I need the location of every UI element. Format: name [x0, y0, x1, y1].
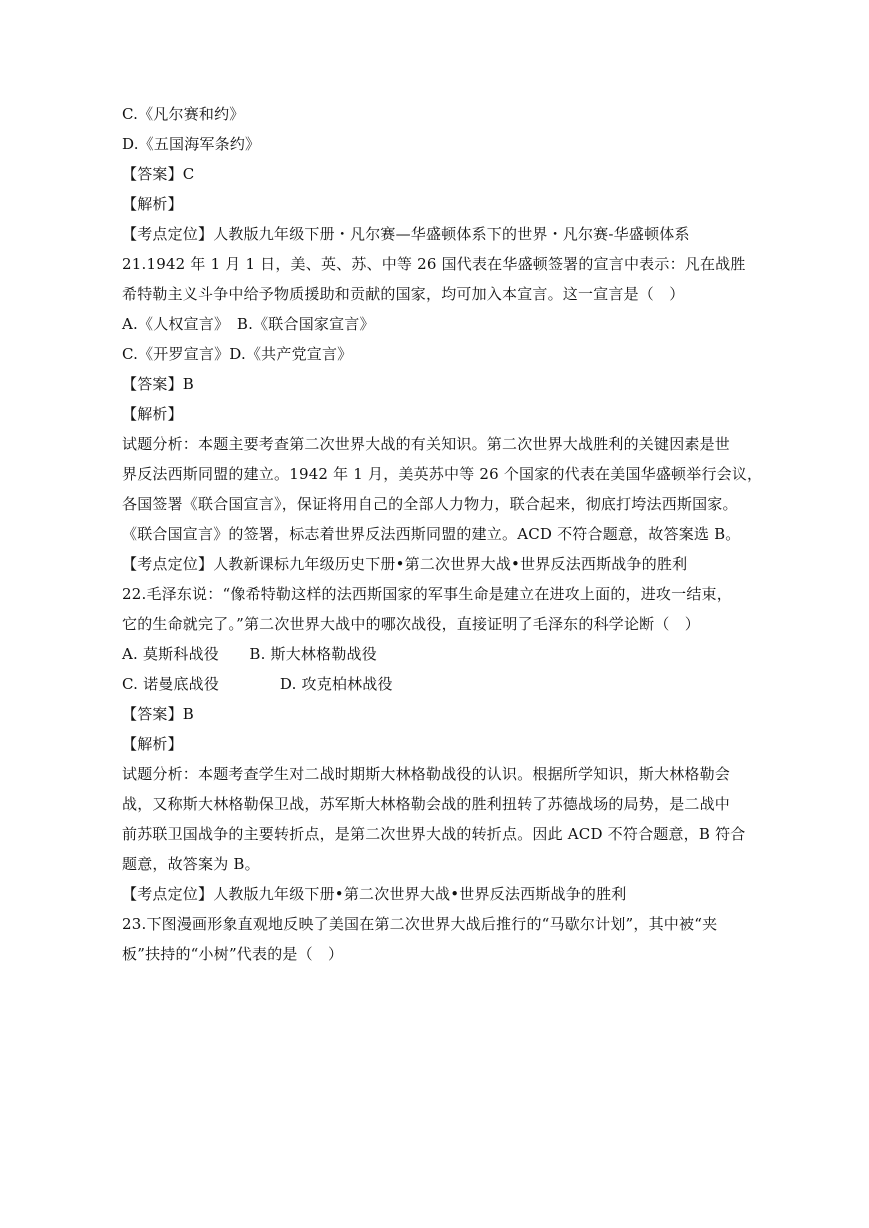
question-21-options-ab: A.《人权宣言》 B.《联合国家宣言》 — [122, 315, 375, 333]
question-23-line-2: 板”扶持的“小树”代表的是（ ） — [122, 945, 344, 963]
exam-point-line: 【考点定位】人教新课标九年级历史下册•第二次世界大战•世界反法西斯战争的胜利 — [122, 555, 688, 573]
question-22-options-ab: A. 莫斯科战役 B. 斯大林格勒战役 — [122, 645, 377, 663]
analysis-text-line: 各国签署《联合国宣言》，保证将用自己的全部人力物力，联合起来，彻底打垮法西斯国家。 — [122, 495, 738, 513]
question-22-line-1: 22.毛泽东说：“像希特勒这样的法西斯国家的军事生命是建立在进攻上面的，进攻一结束， — [122, 585, 732, 603]
question-22-line-2: 它的生命就完了。”第二次世界大战中的哪次战役，直接证明了毛泽东的科学论断（ ） — [122, 615, 700, 633]
answer-label: 【答案】B — [122, 375, 195, 393]
analysis-text-line: 试题分析：本题考查学生对二战时期斯大林格勒战役的认识。根据所学知识，斯大林格勒会 — [122, 765, 731, 783]
question-21-line-1: 21.1942 年 1 月 1 日，美、英、苏、中等 26 国代表在华盛顿签署的宣言中表示：凡在战胜 — [122, 255, 746, 273]
analysis-text-line: 题意，故答案为 B。 — [122, 855, 260, 873]
exam-point-line: 【考点定位】人教版九年级下册•第二次世界大战•世界反法西斯战争的胜利 — [122, 885, 627, 903]
analysis-label: 【解析】 — [122, 195, 183, 213]
analysis-text-line: 战，又称斯大林格勒保卫战，苏军斯大林格勒会战的胜利扭转了苏德战场的局势，是二战中 — [122, 795, 731, 813]
analysis-label: 【解析】 — [122, 735, 183, 753]
option-c-versailles: C.《凡尔赛和约》 — [122, 105, 245, 123]
exam-point-line: 【考点定位】人教版九年级下册・凡尔赛—华盛顿体系下的世界・凡尔赛-华盛顿体系 — [122, 225, 690, 243]
question-21-options-cd: C.《开罗宣言》D.《共产党宣言》 — [122, 345, 353, 363]
analysis-text-line: 前苏联卫国战争的主要转折点，是第二次世界大战的转折点。因此 ACD 不符合题意，B 符合 — [122, 825, 746, 843]
analysis-text-line: 《联合国宣言》的签署，标志着世界反法西斯同盟的建立。ACD 不符合题意，故答案选 B。 — [122, 525, 741, 543]
answer-label: 【答案】C — [122, 165, 195, 183]
answer-label: 【答案】B — [122, 705, 195, 723]
option-d-five-power-treaty: D.《五国海军条约》 — [122, 135, 261, 153]
analysis-text-line: 界反法西斯同盟的建立。1942 年 1 月，美英苏中等 26 个国家的代表在美国华盛顿举行会议， — [122, 465, 763, 483]
analysis-text-line: 试题分析：本题主要考查第二次世界大战的有关知识。第二次世界大战胜利的关键因素是世 — [122, 435, 731, 453]
analysis-label: 【解析】 — [122, 405, 183, 423]
question-22-options-cd: C. 诺曼底战役 D. 攻克柏林战役 — [122, 675, 393, 693]
question-23-line-1: 23.下图漫画形象直观地反映了美国在第二次世界大战后推行的“马歇尔计划”，其中被“夹 — [122, 915, 718, 933]
question-21-line-2: 希特勒主义斗争中给予物质援助和贡献的国家，均可加入本宣言。这一宣言是（ ） — [122, 285, 685, 303]
